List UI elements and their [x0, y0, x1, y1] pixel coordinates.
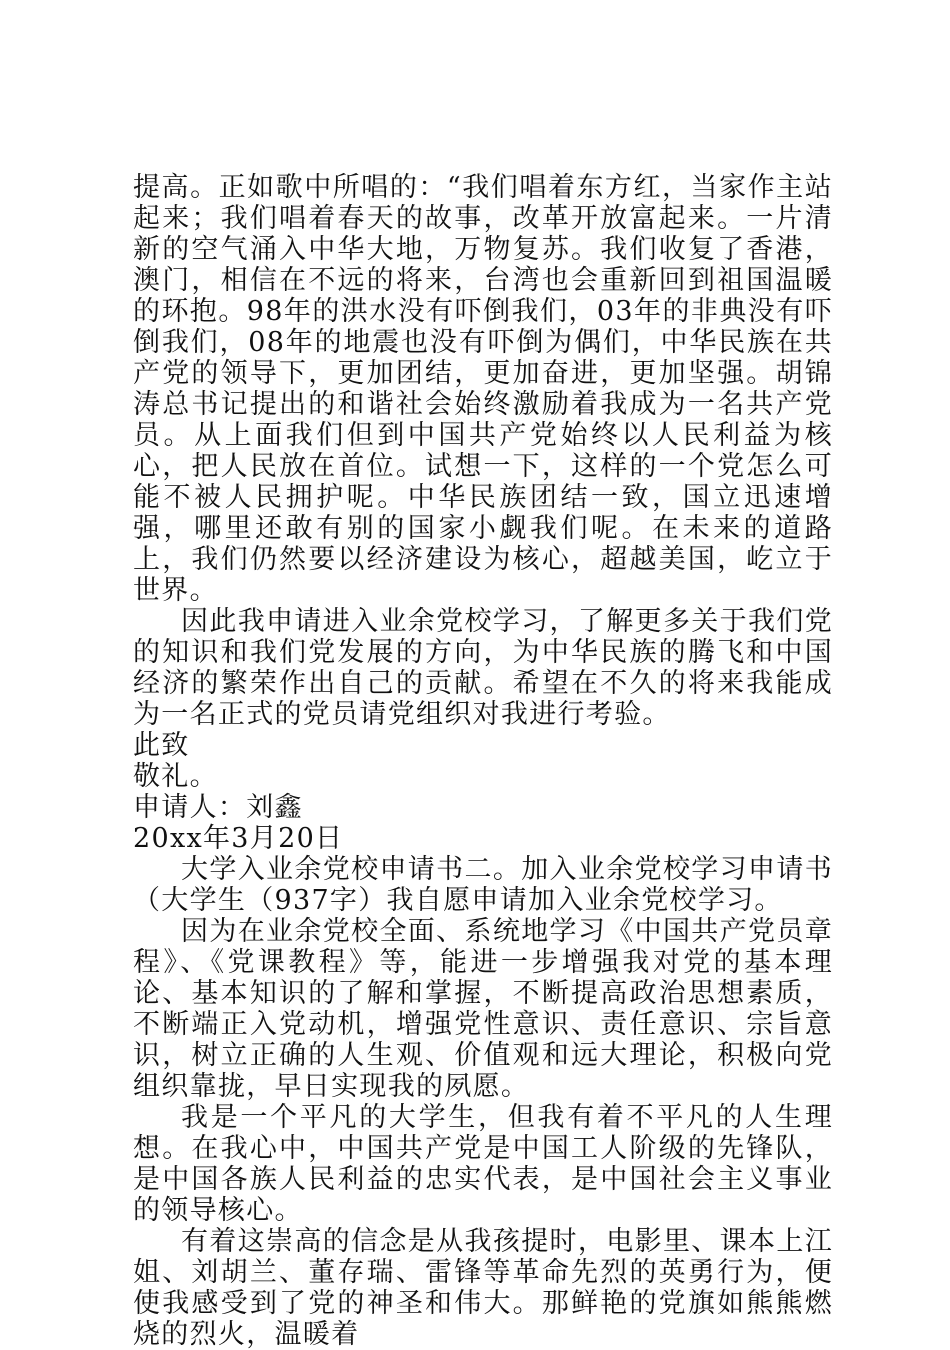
closing-regards: 敬礼。: [133, 761, 218, 792]
applicant-signature: 申请人：刘鑫: [133, 792, 303, 823]
paragraph-application-intent: 因此我申请进入业余党校学习，了解更多关于我们党的知识和我们党发展的方向，为中华民族的腾飞和中国经济的繁荣作出自己的贡献。希望在不久的将来我能成为一名正式的党员请党组织对我进行考验。: [133, 606, 833, 730]
paragraph-continuation: 提高。正如歌中所唱的：“我们唱着东方红，当家作主站起来；我们唱着春天的故事，改革开放富起来。一片清新的空气涌入中华大地，万物复苏。我们收复了香港，澳门，相信在不远的将来，台湾也会重新回到祖国温暖的环抱。98年的洪水没有吓倒我们，03年的非典没有吓倒我们，08年的地震也没有吓倒为偶们，中华民族在共产党的领导下，更加团结，更加奋进，更加坚强。胡锦涛总书记提出的和谐社会始终激励着我成为一名共产党员。从上面我们但到中国共产党始终以人民利益为核心，把人民放在首位。试想一下，这样的一个党怎么可能不被人民拥护呢。中华民族团结一致，国立迅速增强，哪里还敢有别的国家小觑我们呢。在未来的道路上，我们仍然要以经济建设为核心，超越美国，屹立于世界。: [133, 172, 833, 606]
closing-salutation: 此致: [133, 730, 190, 761]
paragraph-childhood-belief: 有着这崇高的信念是从我孩提时，电影里、课本上江姐、刘胡兰、董存瑞、雷锋等革命先烈的英勇行为，便使我感受到了党的神圣和伟大。那鲜艳的党旗如熊熊燃烧的烈火，温暖着: [133, 1226, 833, 1350]
paragraph-personal-ideal: 我是一个平凡的大学生，但我有着不平凡的人生理想。在我心中，中国共产党是中国工人阶级的先锋队，是中国各族人民利益的忠实代表，是中国社会主义事业的领导核心。: [133, 1102, 833, 1226]
paragraph-study-reasons: 因为在业余党校全面、系统地学习《中国共产党员章程》、《党课教程》等，能进一步增强我对党的基本理论、基本知识的了解和掌握，不断提高政治思想素质，不断端正入党动机，增强党性意识、责任意识、宗旨意识，树立正确的人生观、价值观和远大理论，积极向党组织靠拢，早日实现我的夙愿。: [133, 916, 833, 1102]
paragraph-second-application-title: 大学入业余党校申请书二。加入业余党校学习申请书（大学生（937字）我自愿申请加入业余党校学习。: [133, 854, 833, 916]
application-date: 20xx年3月20日: [133, 823, 344, 854]
document-body: [133, 172, 833, 1350]
